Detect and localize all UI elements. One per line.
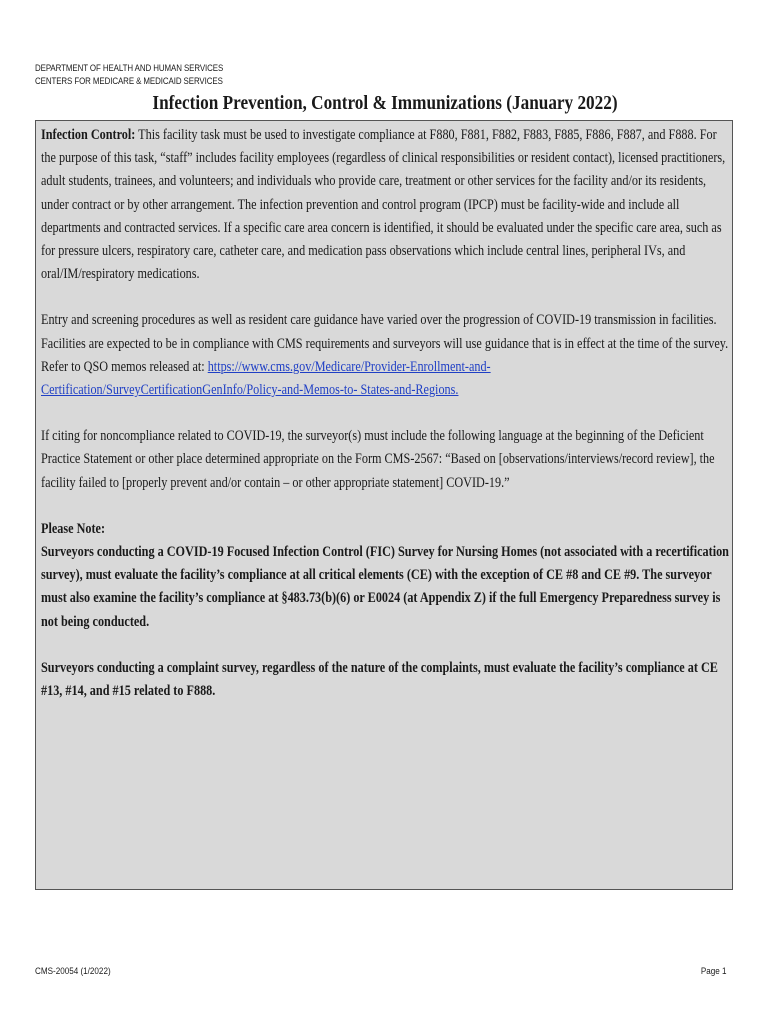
centers-name: CENTERS FOR MEDICARE & MEDICAID SERVICES [35,76,223,86]
page-number: Page 1 [701,966,727,976]
form-number: CMS-20054 (1/2022) [35,966,111,976]
covid-citation-paragraph: If citing for noncompliance related to COVID-19, the surveyor(s) must include the following language at the beginning of the Deficient Practice Statement or other place determined appropriate on the Form CMS-2567: “Based on [observations/interviews/record review], the facility failed to [properly prevent and/or contain – or other appropriate statement] COVID-19.” [41,428,715,491]
infection-control-text: This facility task must be used to investigate compliance at F880, F881, F882, F883, F885, F886, F887, and F888. For the purpose of this task, “staff” includes facility employees (regardless of clinical responsibilities or resident contact), licensed practitioners, adult students, trainees, and volunteers; and individuals who provide care, treatment or other services for the facility and/or its residents, under contract or by other arrangement. The infection prevention and control program (IPCP) must be facility-wide and include all departments and contracted services. If a specific care area concern is identified, it should be evaluated under the specific care area, such as for pressure ulcers, respiratory care, catheter care, and medication pass observations which include central lines, peripheral IVs, and oral/IM/respiratory medications. [41,127,726,283]
page-title: Infection Prevention, Control & Immunizations (January 2022) [152,92,618,114]
infection-control-label: Infection Control: [41,127,136,143]
qso-memos-link[interactable]: https://www.cms.gov/Medicare/Provider-Enrollment-and-Certification/SurveyCertificationGenInfo/Policy-and-Memos-to- States-and-Regions. [41,358,491,399]
agency-header [35,62,223,88]
instructions-box [35,120,733,890]
fic-survey-note: Surveyors conducting a COVID-19 Focused Infection Control (FIC) Survey for Nursing Homes (not associated with a recertification survey), must evaluate the facility’s compliance at all critical elements (CE) with the exception of CE #8 and CE #9. The surveyor must also examine the facility’s compliance at §483.73(b)(6) or E0024 (at Appendix Z) if the full Emergency Preparedness survey is not being conducted. [41,544,729,630]
entry-screening-text: Entry and screening procedures as well as resident care guidance have varied over the progression of COVID-19 transmission in facilities. Facilities are expected to be in compliance with CMS requirements and surveyors will use guidance that is in effect at the time of the survey. Refer to QSO memos released at: [41,312,729,375]
instructions-content [41,124,729,726]
department-name: DEPARTMENT OF HEALTH AND HUMAN SERVICES [35,63,224,73]
please-note-heading: Please Note: [41,520,106,537]
infection-control-paragraph [41,124,729,286]
complaint-survey-note: Surveyors conducting a complaint survey, regardless of the nature of the complaints, must evaluate the facility’s compliance at CE #13, #14, and #15 related to F888. [41,659,718,700]
entry-screening-paragraph [41,309,729,402]
